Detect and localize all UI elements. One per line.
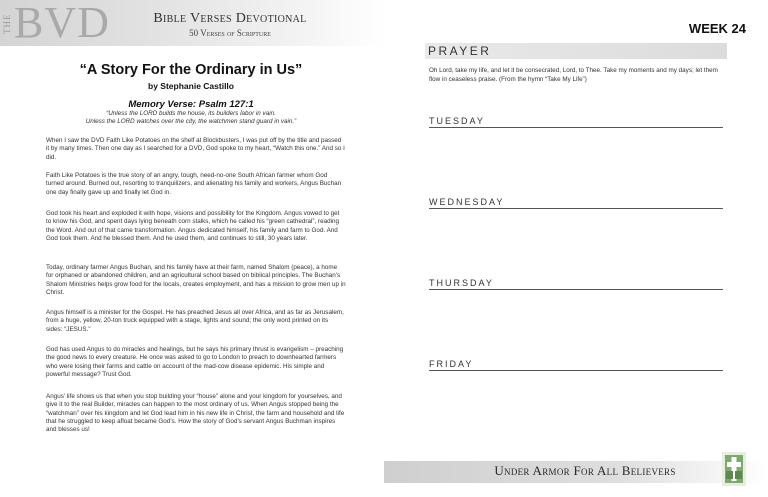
- day-writing-line-wednesday[interactable]: [429, 208, 723, 209]
- header-subtitle: 50 Verses of Scripture: [189, 28, 271, 38]
- verse-line-1: “Unless the LORD builds the house, its builders labor in vain.: [106, 110, 276, 117]
- article-paragraph-2: Faith Like Potatoes is the true story of an angry, tough, need-no-one South African farmer whom God turned around. Burned out, resorting to tranquilizers, and alienating his family and workers, Angus Buchan one day finally gave up and finally let God in.: [46, 172, 342, 196]
- day-writing-line-friday[interactable]: [429, 370, 723, 371]
- verse-line-2: Unless the LORD watches over the city, the watchmen stand guard in vain.”: [85, 118, 297, 125]
- memory-verse-text: [60, 110, 322, 126]
- day-writing-line-thursday[interactable]: [429, 289, 723, 290]
- article-author: by Stephanie Castillo: [148, 81, 234, 91]
- footer-text: Under Armor For All Believers: [494, 463, 676, 478]
- article-paragraph-4: Today, ordinary farmer Angus Buchan, and his family have at their farm, named Shalom (peace), a home for orphaned or abandoned children, and an agricultural school based on biblical principles. The Buchan’s Shalom Ministries helps grow food for the locals, creates employment, and has a mission to grow men up in Christ.: [46, 264, 346, 296]
- week-number: WEEK 24: [688, 21, 746, 36]
- logo-bvd: BVD: [14, 0, 110, 47]
- logo-the: THE: [2, 13, 12, 35]
- day-label-tuesday: TUESDAY: [429, 116, 485, 126]
- prayer-text: Oh Lord, take my life, and let it be consecrated, Lord, to Thee. Take my moments and my days; let them flow in ceaseless praise. (From the hymn “Take My Life”): [429, 67, 718, 83]
- day-label-thursday: THURSDAY: [429, 278, 494, 288]
- day-label-wednesday: WEDNESDAY: [429, 197, 505, 207]
- memory-verse-label: Memory Verse: Psalm 127:1: [128, 99, 254, 110]
- article-paragraph-3: God took his heart and exploded it with hope, visions and possibility for the Kingdom. Angus vowed to get to know his God, and spent days lying beneath corn stalks, which he called his “green cathedral”, reading the Word. And out of that came transformation. Angus dedicated himself, his family and farm to God. And God took them. And he blessed them. And he used them, and continues to still, 30 years later.: [46, 210, 340, 242]
- article-title: “A Story For the Ordinary in Us”: [79, 62, 303, 78]
- article-paragraph-5: Angus himself is a minister for the Gospel. He has preached Jesus all over Africa, and as far as Jerusalem, from a huge, yellow, 20-ton truck equipped with a stage, lights and sound; the only word printed on its sides: “JESUS.”: [46, 309, 344, 333]
- day-writing-line-tuesday[interactable]: [429, 127, 723, 128]
- armor-cross-icon: [722, 452, 746, 486]
- day-label-friday: FRIDAY: [429, 359, 474, 369]
- prayer-title: PRAYER: [428, 44, 492, 58]
- header-title: Bible Verses Devotional: [153, 11, 307, 26]
- article-paragraph-6: God has used Angus to do miracles and healings, but he says his primary thrust is evangelism – preaching the good news to every creature. He once was asked to go to London to preach to downhearted farmers who were losing their farms and cattle on account of the mad-cow disease epidemic. His simple and powerful message? Trust God.: [46, 346, 344, 378]
- article-paragraph-7: Angus’ life shows us that when you stop building your “house” alone and your kingdom for yourselves, and give it to the real Builder, miracles can happen to the most ordinary of us. When Angus stopped being the “watchman” over his kingdom and let God lead him in his new life in Christ, the farm and household and life that he struggled to keep afloat became God’s. How the story of God’s servant Angus Buchman inspires and blesses us!: [46, 393, 345, 434]
- article-paragraph-1: When I saw the DVD Faith Like Potatoes on the shelf at Blockbusters, I was put off by the title and passed it by many times. Then one day as I searched for a DVD, God spoke to my heart, “Watch this one.” And so I did.: [46, 137, 345, 161]
